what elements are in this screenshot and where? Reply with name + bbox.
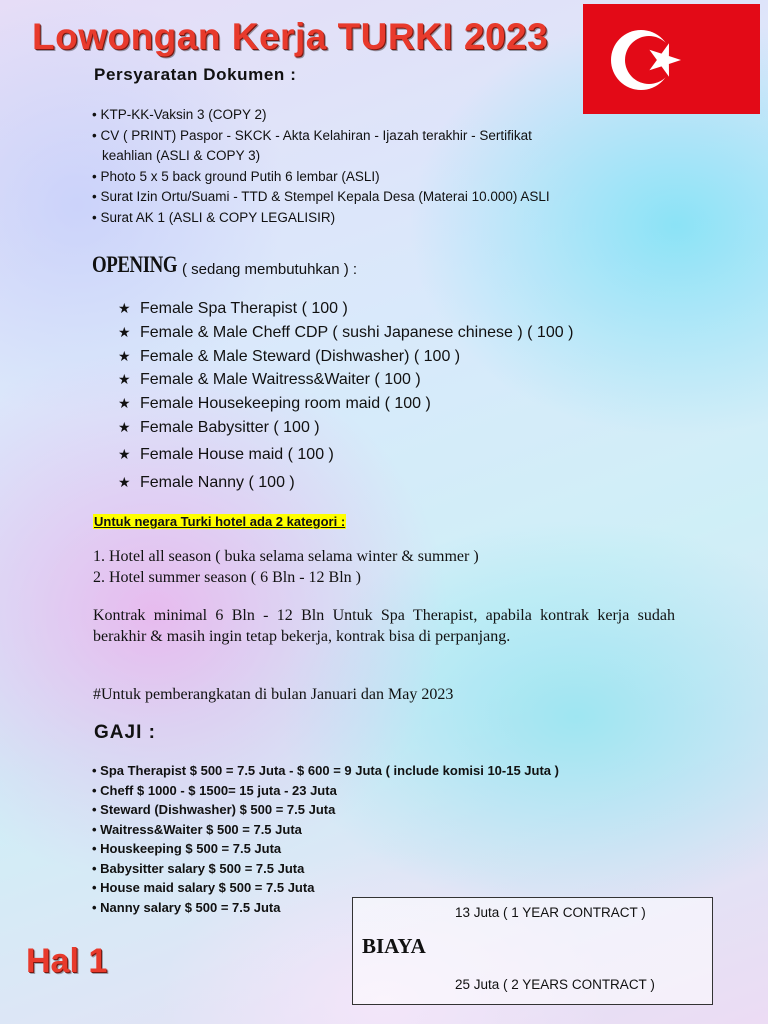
list-item: • KTP-KK-Vaksin 3 (COPY 2) [92,107,267,122]
list-item: keahlian (ASLI & COPY 3) [102,148,261,163]
departure-note: #Untuk pemberangkatan di bulan Januari dan May 2023 [93,686,454,703]
list-item: 2. Hotel summer season ( 6 Bln - 12 Bln ) [93,569,361,586]
star-icon: ★ [118,474,131,490]
star-icon: ★ [118,419,131,435]
crescent-star-icon [583,4,760,114]
job-item: ★ Female Spa Therapist ( 100 ) [118,300,348,317]
salary-list [92,761,559,917]
list-item: • House maid salary $ 500 = 7.5 Juta [92,880,315,895]
hotel-category-list [93,546,479,588]
opening-subheading: ( sedang membutuhkan ) : [182,261,358,278]
salary-heading: GAJI : [94,722,156,743]
star-icon: ★ [118,324,131,340]
star-icon: ★ [118,300,131,316]
list-item: • Babysitter salary $ 500 = 7.5 Juta [92,860,305,876]
list-item: • Surat AK 1 (ASLI & COPY LEGALISIR) [92,209,336,225]
documents-list [92,105,712,228]
list-item: • Surat Izin Ortu/Suami - TTD & Stempel Kepala Desa (Materai 10.000) ASLI [92,189,550,204]
star-icon: ★ [118,446,131,462]
page-number-label: Hal 1 [26,942,108,980]
list-item: • CV ( PRINT) Paspor - SKCK - Akta Kelahiran - Ijazah terakhir - Sertifikat [92,127,532,143]
contract-paragraph: Kontrak minimal 6 Bln - 12 Bln Untuk Spa Therapist, apabila kontrak kerja sudah berakhir & masih ingin tetap bekerja, kontrak bisa di perpanjang. [93,607,675,645]
list-item: • Steward (Dishwasher) $ 500 = 7.5 Juta [92,802,336,817]
list-item: • Waitress&Waiter $ 500 = 7.5 Juta [92,821,302,837]
documents-heading: Persyaratan Dokumen : [94,65,297,84]
star-icon: ★ [118,348,131,364]
job-item: ★ Female Babysitter ( 100 ) [118,419,320,436]
list-item: • Cheff $ 1000 - $ 1500= 15 juta - 23 Juta [92,782,337,798]
job-item: ★ Female House maid ( 100 ) [118,446,334,463]
job-item: ★ Female & Male Waitress&Waiter ( 100 ) [118,371,421,388]
job-item: ★ Female Housekeeping room maid ( 100 ) [118,395,431,412]
list-item: • Spa Therapist $ 500 = 7.5 Juta - $ 600 = 9 Juta ( include komisi 10-15 Juta ) [92,763,559,778]
job-item: ★ Female Nanny ( 100 ) [118,474,295,491]
job-item: ★ Female & Male Cheff CDP ( sushi Japanese chinese ) ( 100 ) [118,324,574,341]
page-title: Lowongan Kerja TURKI 2023 [32,16,549,57]
list-item: • Photo 5 x 5 back ground Putih 6 lembar (ASLI) [92,168,380,184]
list-item: • Houskeeping $ 500 = 7.5 Juta [92,841,282,856]
cost-label: BIAYA [362,934,426,958]
cost-two-years: 25 Juta ( 2 YEARS CONTRACT ) [455,977,655,992]
turkey-flag [583,4,760,114]
opening-heading: OPENING [92,252,178,277]
list-item: • Nanny salary $ 500 = 7.5 Juta [92,899,281,915]
hotel-category-heading: Untuk negara Turki hotel ada 2 kategori : [94,514,346,529]
star-icon: ★ [118,371,131,387]
list-item: 1. Hotel all season ( buka selama selama winter & summer ) [93,548,479,565]
cost-one-year: 13 Juta ( 1 YEAR CONTRACT ) [455,905,646,920]
job-item: ★ Female & Male Steward (Dishwasher) ( 100 ) [118,348,461,365]
star-icon: ★ [118,395,131,411]
